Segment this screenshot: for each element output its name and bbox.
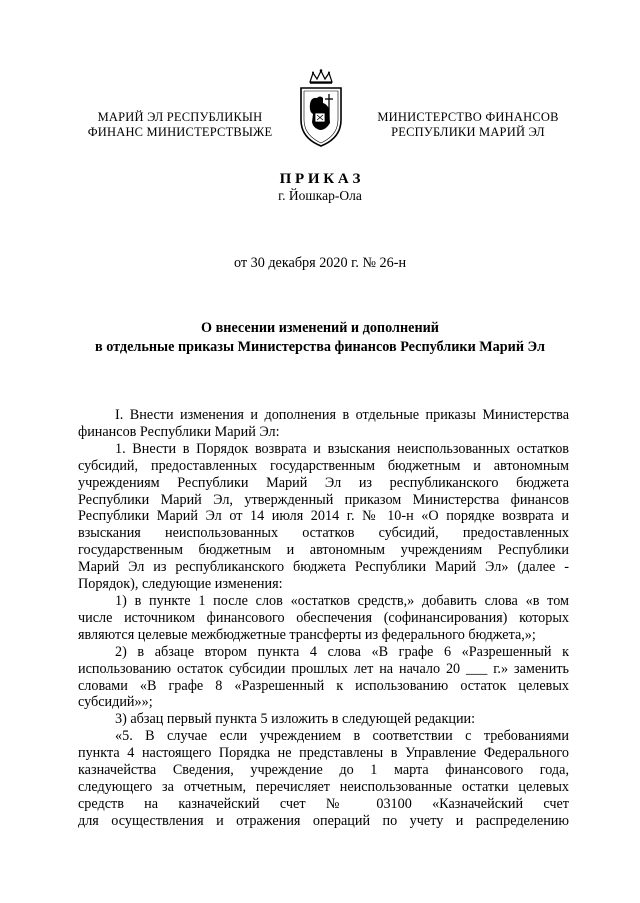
body-line: субсидий»»; [78, 694, 153, 711]
body-line: являются целевые межбюджетные трансферты из федерального бюджета,»; [78, 626, 536, 643]
coat-of-arms-icon [296, 68, 346, 148]
document-body [78, 407, 569, 830]
body-line: следующего за отчетным, перечисляет неиспользованные остатки целевых [78, 778, 569, 795]
header-right-line-1: МИНИСТЕРСТВО ФИНАНСОВ [377, 110, 559, 124]
body-line: I. Внести изменения и дополнения в отдельные приказы Министерства [115, 407, 569, 423]
doc-type: П Р И К А З [279, 171, 361, 187]
document-title [0, 319, 640, 357]
body-line: субсидий, предоставленных государственным бюджетным и автономным [78, 457, 569, 474]
body-line: Марий Эл из республиканского бюджета Республики Марий Эл» (далее - [78, 559, 569, 576]
city: г. Йошкар-Ола [278, 188, 362, 203]
body-line: финансов Республики Марий Эл: [78, 423, 280, 440]
header-left-line-1: МАРИЙ ЭЛ РЕСПУБЛИКЫН [97, 110, 263, 124]
body-line: взыскания неиспользованных остатков субсидий, предоставленных [78, 525, 569, 542]
body-line: словами «В графе 8 «Разрешенный к использованию остаток целевых [78, 677, 569, 694]
body-line: Республики Марий Эл, утвержденный приказом Министерства финансов [78, 491, 569, 508]
body-line: государственным бюджетным и автономным учреждениям Республики [78, 542, 569, 559]
body-line: 1) в пункте 1 после слов «остатков средств,» добавить слова «в том [115, 592, 569, 609]
title-line-2: в отдельные приказы Министерства финансов Республики Марий Эл [95, 339, 545, 355]
body-line: средств на казначейский счет № 03100 «Казначейский счет [78, 795, 569, 812]
header-right [372, 110, 564, 140]
body-line: учреждениям Республики Марий Эл из республиканского бюджета [78, 474, 569, 491]
header-left [85, 110, 275, 140]
body-line: 3) абзац первый пункта 5 изложить в следующей редакции: [115, 711, 476, 728]
body-line: Порядок), следующие изменения: [78, 576, 283, 593]
body-line: использованию остаток субсидии прошлых лет на начало 20 ___ г.» заменить [78, 660, 569, 677]
body-line: пункта 4 настоящего Порядка не представлены в Управление Федерального [78, 745, 569, 762]
body-line: казначейства Сведения, учреждение до 1 марта финансового года, [78, 762, 569, 779]
body-line: числе источником финансового обеспечения (софинансирования) которых [78, 609, 569, 626]
date-line: от 30 декабря 2020 г. № 26-н [233, 255, 407, 271]
body-line: 2) в абзаце втором пункта 4 слова «В графе 6 «Разрешенный к [115, 643, 569, 660]
header-right-line-2: РЕСПУБЛИКИ МАРИЙ ЭЛ [391, 125, 545, 139]
body-line: 1. Внести в Порядок возврата и взыскания неиспользованных остатков [115, 440, 569, 457]
body-line: для осуществления и отражения операций по учету и распределению [78, 812, 569, 829]
title-line-1: О внесении изменений и дополнений [201, 320, 439, 336]
header-left-line-2: ФИНАНС МИНИСТЕРСТВЫЖЕ [87, 125, 273, 139]
body-line: Республики Марий Эл от 14 июля 2014 г. № 10-н «О порядке возврата и [78, 508, 569, 525]
body-line: «5. В случае если учреждением в соответствии с требованиями [115, 728, 569, 745]
